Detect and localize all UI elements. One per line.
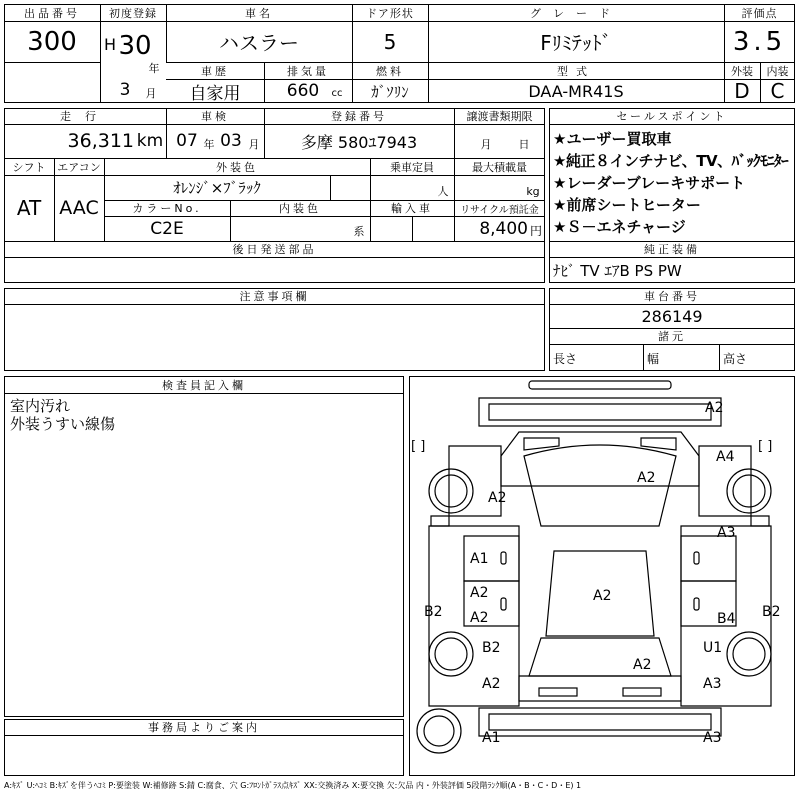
damage-mark: A2 [705, 400, 724, 416]
dims-label: 諸元 [658, 330, 686, 343]
lot-label: 出品番号 [24, 6, 80, 20]
history-label: 車歴 [201, 64, 229, 78]
dims-width: 幅 [647, 351, 660, 366]
damage-mark: A3 [703, 676, 722, 692]
damage-mark: A1 [482, 730, 501, 746]
damage-mark: A2 [470, 585, 489, 601]
equipment: ﾅﾋﾞ TV ｴｱB PS PW [553, 261, 682, 280]
car-name-label: 車名 [245, 6, 273, 20]
score: 3.5 [732, 26, 787, 57]
equipment-label: 純正装備 [644, 243, 700, 256]
damage-mark: A3 [703, 730, 722, 746]
ext-label: 外装 [731, 64, 753, 78]
mileage-unit: km [136, 131, 164, 151]
displacement-unit: cc [331, 87, 343, 99]
displacement-label: 排気量 [287, 64, 329, 78]
reg-year-unit: 年 [148, 62, 160, 75]
chassis-label: 車台番号 [644, 290, 700, 303]
chassis-number: 286149 [641, 306, 703, 326]
capacity-unit: 人 [437, 185, 449, 198]
notes-label: 注意事項欄 [239, 290, 310, 303]
load-label: 最大積載量 [472, 160, 527, 174]
dims-length: 長さ [553, 351, 578, 366]
legend: A:ｷｽﾞ U:ﾍｺﾐ B:ｷｽﾞを伴うﾍｺﾐ P:要塗装 W:補修跡 S:錆 C:腐食、穴 G:ﾌﾛﾝﾄｶﾞﾗｽ点ｷｽﾞ XX:交換済み X:要交換 欠:欠品 内・外装評価 5段階ﾗﾝｸ順(A・B・C・D・E) 1 [4, 781, 582, 790]
ac: AAC [59, 197, 99, 219]
first-reg-label: 初度登録 [109, 6, 157, 20]
car-name: ハスラー [219, 31, 299, 55]
load-unit: kg [526, 184, 540, 198]
mileage-label: 走行 [60, 110, 110, 123]
history: 自家用 [189, 83, 241, 103]
score-label: 評価点 [741, 6, 778, 20]
fuel: ｶﾞｿﾘﾝ [371, 82, 409, 101]
sales-points-list [549, 126, 795, 244]
inspector-note: 室内汚れ [10, 397, 71, 415]
sales-points-label: セールスポイント [616, 110, 728, 123]
import-label: 輸入車 [391, 202, 433, 215]
mileage: 36,311 [67, 130, 134, 152]
dims-height: 高さ [723, 351, 748, 366]
inspection-month: 03 [220, 131, 242, 151]
capacity-label: 乗車定員 [390, 160, 434, 174]
damage-mark: A2 [637, 470, 656, 486]
inspector-note: 外装うすい線傷 [10, 415, 116, 433]
int-score: C [770, 79, 785, 103]
doors: 5 [383, 29, 397, 54]
int-color-unit: 系 [353, 225, 365, 238]
inspection-month-unit: 月 [248, 138, 260, 151]
transfer-month-unit: 月 [480, 138, 492, 151]
damage-mark: B2 [482, 640, 501, 656]
transfer-day-unit: 日 [518, 138, 530, 151]
grade-label: グレード [530, 6, 622, 20]
sales-point-item: ★レーダーブレーキサポート [553, 174, 746, 192]
color-no-label: カラーNo. [132, 202, 202, 215]
int-color-label: 内装色 [279, 202, 321, 215]
inspection-year: 07 [176, 131, 198, 151]
inspection-year-unit: 年 [203, 138, 215, 151]
model-label: 型式 [557, 64, 595, 78]
recycle-fee: 8,400 [479, 218, 528, 239]
color: ｵﾚﾝｼﾞ×ﾌﾞﾗｯｸ [173, 179, 261, 197]
grade: Fﾘﾐﾃｯﾄﾞ [540, 31, 612, 55]
damage-mark: A2 [488, 490, 507, 506]
ac-label: エアコン [57, 160, 101, 174]
sales-point-item: ★ユーザー買取車 [553, 130, 672, 148]
car-diagram [409, 376, 791, 768]
damage-mark: A2 [633, 657, 652, 673]
inspection-label: 車検 [201, 110, 229, 123]
lot-number: 300 [27, 27, 77, 57]
model: DAA-MR41S [528, 81, 624, 101]
reg-year: 30 [118, 31, 152, 61]
reg-month-unit: 月 [145, 87, 157, 100]
sales-point-item: ★前席シートヒーター [553, 196, 701, 214]
damage-mark: A1 [470, 551, 489, 567]
bracket-right: [ ] [758, 439, 773, 454]
displacement: 660 [286, 81, 320, 101]
office-label: 事務局よりご案内 [148, 721, 260, 734]
recycle-unit: 円 [529, 223, 542, 238]
doors-label: ドア形状 [366, 6, 414, 20]
bracket-left: [ ] [411, 439, 426, 454]
shift: AT [16, 196, 42, 220]
plate-label: 登録番号 [331, 110, 387, 123]
fuel-label: 燃料 [376, 64, 404, 78]
damage-mark: A2 [593, 588, 612, 604]
damage-mark: B4 [717, 611, 736, 627]
reg-month: 3 [119, 80, 131, 100]
inspector-label: 検査員記入欄 [162, 378, 246, 392]
damage-mark: B2 [424, 604, 443, 620]
color-label: 外装色 [216, 160, 258, 174]
damage-mark: A2 [482, 676, 501, 692]
sales-point-item: ★Ｓ－エネチャージ [553, 218, 686, 236]
recycle-label: リサイクル預託金 [460, 204, 539, 216]
ext-score: D [734, 79, 750, 103]
int-label: 内装 [766, 64, 789, 78]
color-no: C2E [150, 218, 184, 239]
shift-label: シフト [12, 160, 46, 174]
damage-mark: U1 [703, 640, 723, 656]
later-parts-label: 後日発送部品 [232, 243, 317, 256]
era: H [103, 34, 117, 54]
sales-point-item: ★純正８インチナビ、TV、ﾊﾞｯｸﾓﾆﾀｰ [553, 152, 789, 170]
damage-mark: A3 [717, 525, 736, 541]
damage-mark: A2 [470, 610, 489, 626]
transfer-label: 譲渡書類期限 [466, 110, 533, 123]
plate-number: 多摩 580ﾕ7943 [300, 132, 418, 152]
damage-mark: B2 [762, 604, 781, 620]
damage-mark: A4 [716, 449, 735, 465]
